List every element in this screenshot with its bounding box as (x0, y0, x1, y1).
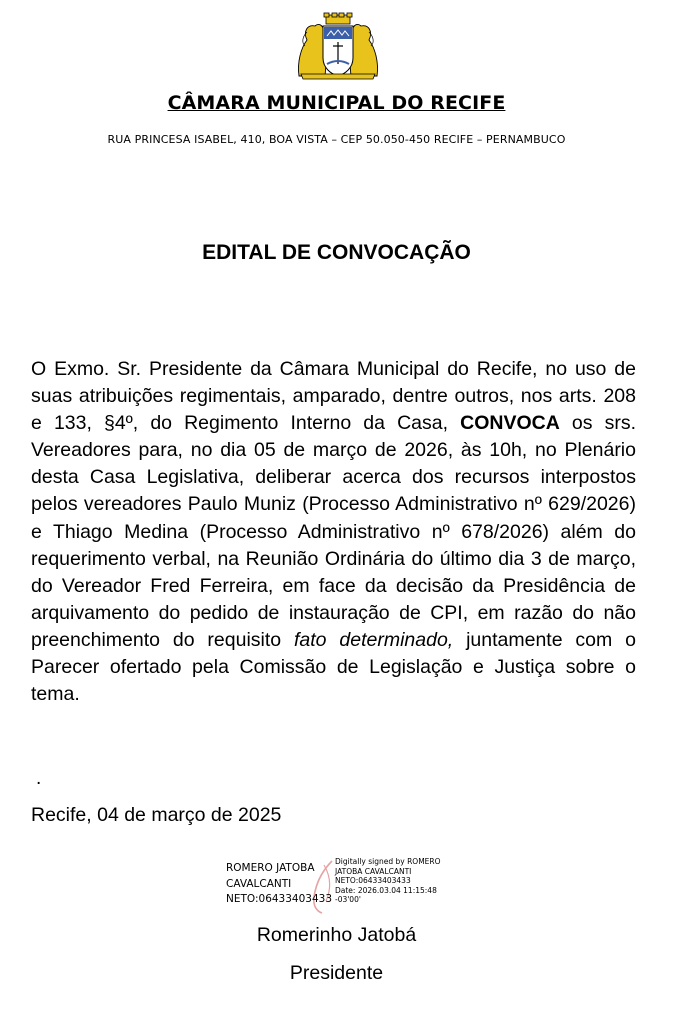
body-text-bold: CONVOCA (460, 412, 560, 435)
signature-detail-line: Digitally signed by ROMERO (335, 857, 441, 866)
signature-details (335, 857, 455, 905)
body-text-italic: fato determinado, (294, 628, 454, 651)
document-body (31, 356, 636, 708)
body-text-part3: juntamente com o Parecer ofertado pela Comissão de Legislação e Justiça sobre o tema. (31, 628, 636, 706)
signer-role: Presidente (289, 962, 384, 984)
recife-coat-of-arms-icon (293, 12, 383, 80)
date-line: Recife, 04 de março de 2025 (31, 804, 282, 826)
separator-dot: . (36, 768, 42, 789)
institution-address: RUA PRINCESA ISABEL, 410, BOA VISTA – CEP 50.050-450 RECIFE – PERNAMBUCO (107, 133, 566, 146)
signature-detail-line: JATOBA CAVALCANTI (335, 866, 412, 876)
body-text-part2: os srs. Vereadores para, no dia 05 de março de 2026, às 10h, no Plenário desta Casa Legislativa, deliberar acerca dos recursos interpostos pelos vereadores Paulo Muniz (Processo Administrativo nº 629/2026) e Thiago Medina (Processo Administrativo nº 678/2026) além do requerimento verbal, na Reunião Ordinária do último dia 3 de março, do Vereador Fred Ferreira, em face da decisão da Presidência de arquivamento do pedido de instauração de CPI, em razão do não preenchimento do requisito (31, 412, 636, 651)
signature-name-line: CAVALCANTI (226, 877, 292, 890)
body-text-part1: O Exmo. Sr. Presidente da Câmara Municipal do Recife, no uso de suas atribuições regimentais, amparado, dentre outros, nos arts. 208 e 133, §4º, do Regimento Interno da Casa, (31, 358, 636, 435)
signature-name (226, 861, 338, 908)
signer-name: Romerinho Jatobá (256, 924, 417, 946)
digital-signature (226, 857, 456, 915)
signature-detail-line: -03'00' (335, 895, 361, 905)
signature-detail-line: Date: 2026.03.04 11:15:48 (335, 885, 437, 895)
signature-name-line: ROMERO JATOBA (226, 862, 315, 874)
signature-detail-line: NETO:06433403433 (335, 876, 411, 886)
institution-name: CÂMARA MUNICIPAL DO RECIFE (167, 92, 506, 114)
signature-name-line: NETO:06433403433 (226, 893, 333, 905)
document-title: EDITAL DE CONVOCAÇÃO (202, 241, 471, 264)
